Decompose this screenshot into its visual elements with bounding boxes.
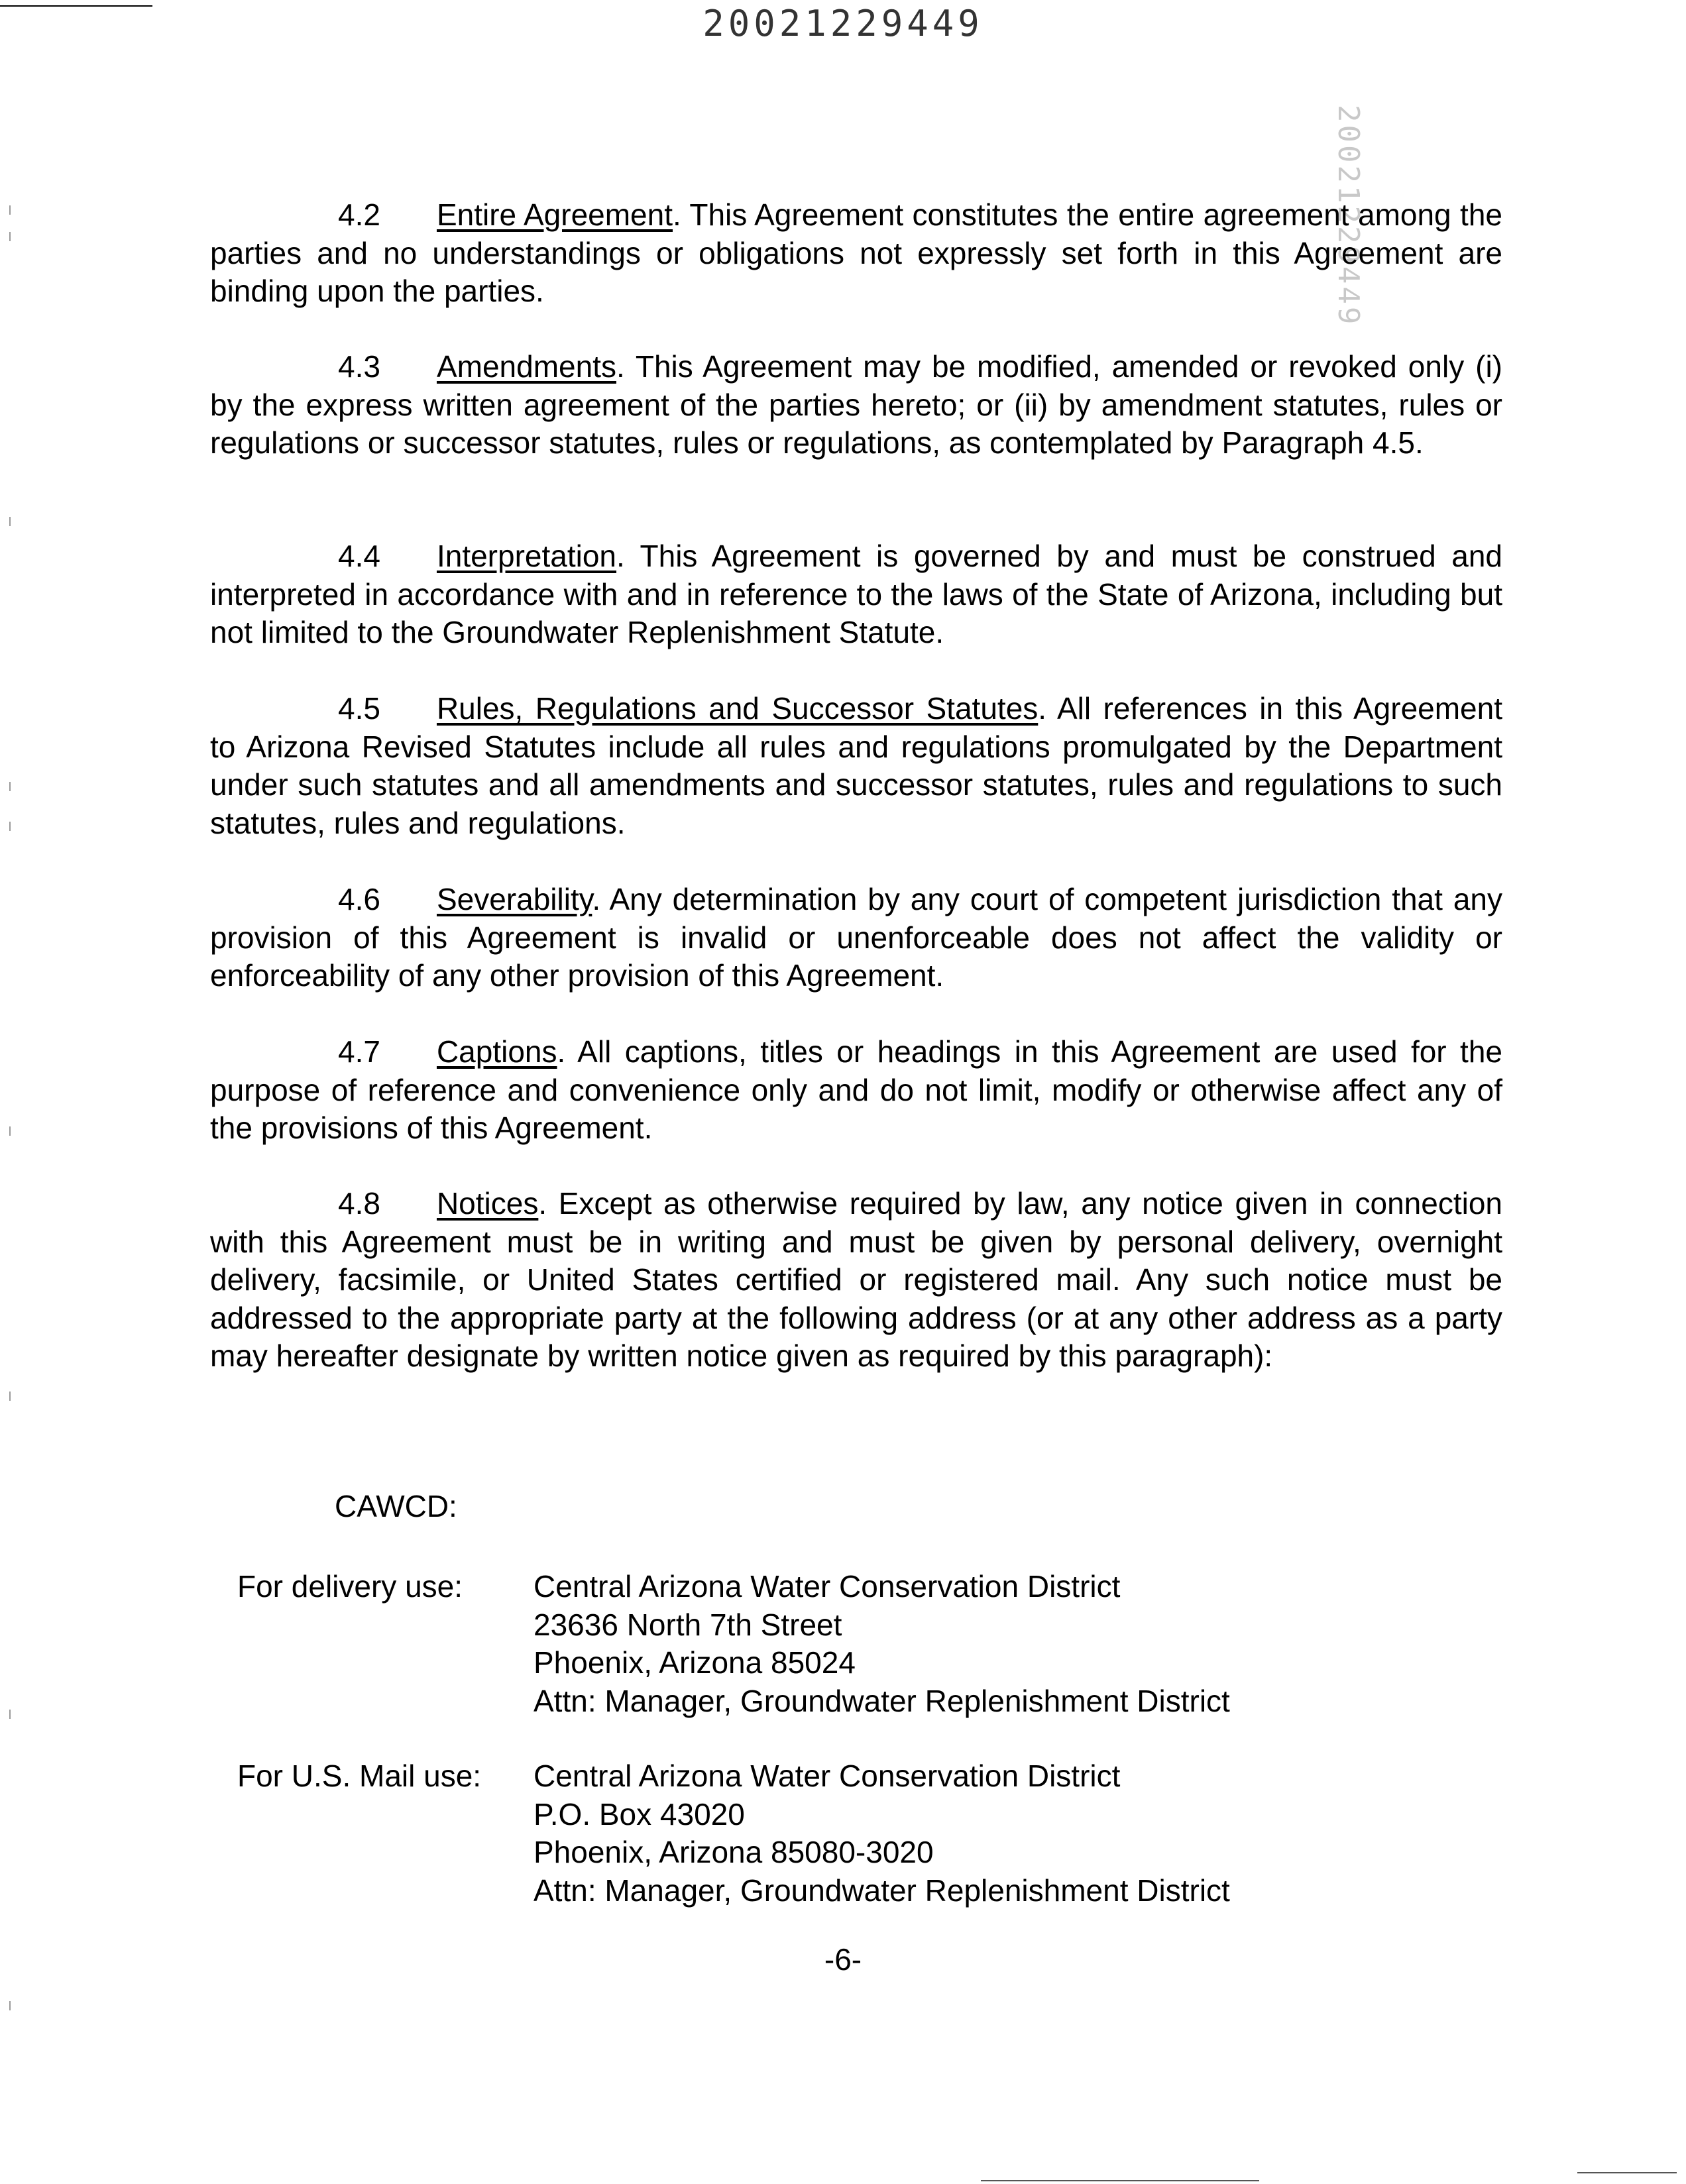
- section-number: 4.2: [338, 197, 380, 232]
- notice-party-label: CAWCD:: [335, 1489, 457, 1523]
- section-number: 4.8: [338, 1186, 380, 1221]
- section-text: . Any determination by any court of competent jurisdiction that any provision of this Agreement is invalid or unenforceable does not affect the validity or enforceability of any other provision of this Agreement.: [210, 882, 1502, 993]
- bottom-rule: [981, 2180, 1259, 2181]
- section-heading: Rules, Regulations and Successor Statutes: [436, 691, 1039, 726]
- address-line: Central Arizona Water Conservation District: [534, 1759, 1121, 1793]
- address-line: 23636 North 7th Street: [534, 1607, 842, 1642]
- address-label: For delivery use:: [237, 1569, 463, 1604]
- section-text: . This Agreement may be modified, amended or revoked only (i) by the express written agreement of the parties hereto; or (ii) by amendment statutes, rules or regulations or successor statutes, rules or regulations, as contemplated by Paragraph 4.5.: [210, 349, 1502, 460]
- address-line: Phoenix, Arizona 85024: [534, 1645, 856, 1680]
- section-4-5: [210, 690, 1502, 842]
- address-label: For U.S. Mail use:: [237, 1759, 482, 1793]
- margin-mark: [9, 205, 11, 215]
- section-4-4: [210, 537, 1502, 652]
- section-number: 4.4: [338, 539, 380, 573]
- margin-mark: [9, 782, 11, 791]
- page-number: -6-: [824, 1942, 862, 1977]
- section-heading: Notices: [436, 1186, 539, 1221]
- document-number: 20021229449: [702, 3, 984, 44]
- margin-mark: [9, 1710, 11, 1719]
- section-4-8: [210, 1185, 1502, 1376]
- section-text: . All captions, titles or headings in this Agreement are used for the purpose of reference and convenience only and do not limit, modify or otherwise affect any of the provisions of this Agreement.: [210, 1034, 1502, 1145]
- margin-mark: [9, 822, 11, 831]
- margin-mark: [9, 1126, 11, 1136]
- section-text: . This Agreement constitutes the entire agreement among the parties and no understandings or obligations not expressly set forth in this Agreement are binding upon the parties.: [210, 197, 1502, 308]
- section-4-7: [210, 1033, 1502, 1148]
- margin-mark: [9, 2001, 11, 2010]
- address-line: Attn: Manager, Groundwater Replenishment District: [534, 1683, 1230, 1718]
- section-4-3: [210, 348, 1502, 463]
- section-heading: Entire Agreement: [436, 197, 673, 232]
- address-line: P.O. Box 43020: [534, 1796, 745, 1831]
- section-number: 4.5: [338, 691, 380, 726]
- section-text: . All references in this Agreement to Arizona Revised Statutes include all rules and regulations promulgated by the Department under such statutes and all amendments and successor statutes, rules and regulations to such statutes, rules and regulations.: [210, 691, 1502, 840]
- section-number: 4.3: [338, 349, 380, 384]
- section-heading: Interpretation: [436, 539, 617, 573]
- side-stamp: 20021229449: [1331, 105, 1365, 327]
- section-heading: Captions: [436, 1034, 557, 1069]
- address-line: Attn: Manager, Groundwater Replenishment District: [534, 1873, 1230, 1908]
- section-text: . Except as otherwise required by law, any notice given in connection with this Agreement must be in writing and must be given by personal delivery, overnight delivery, facsimile, or United States certified or registered mail. Any such notice must be addressed to the appropriate party at the following address (or at any other address as a party may hereafter designate by written notice given as required by this paragraph):: [210, 1186, 1502, 1373]
- section-number: 4.6: [338, 882, 380, 916]
- section-4-2: [210, 196, 1502, 311]
- section-text: . This Agreement is governed by and must be construed and interpreted in accordance with and in reference to the laws of the State of Arizona, including but not limited to the Groundwater Replenishment Statute.: [210, 539, 1502, 649]
- section-4-6: [210, 881, 1502, 995]
- margin-mark: [9, 232, 11, 241]
- bottom-rule: [1577, 2172, 1677, 2173]
- section-heading: Severability: [436, 882, 592, 916]
- margin-mark: [9, 1392, 11, 1401]
- section-heading: Amendments: [436, 349, 616, 384]
- section-number: 4.7: [338, 1034, 380, 1069]
- address-line: Central Arizona Water Conservation District: [534, 1569, 1121, 1604]
- address-line: Phoenix, Arizona 85080-3020: [534, 1835, 934, 1869]
- margin-mark: [9, 517, 11, 526]
